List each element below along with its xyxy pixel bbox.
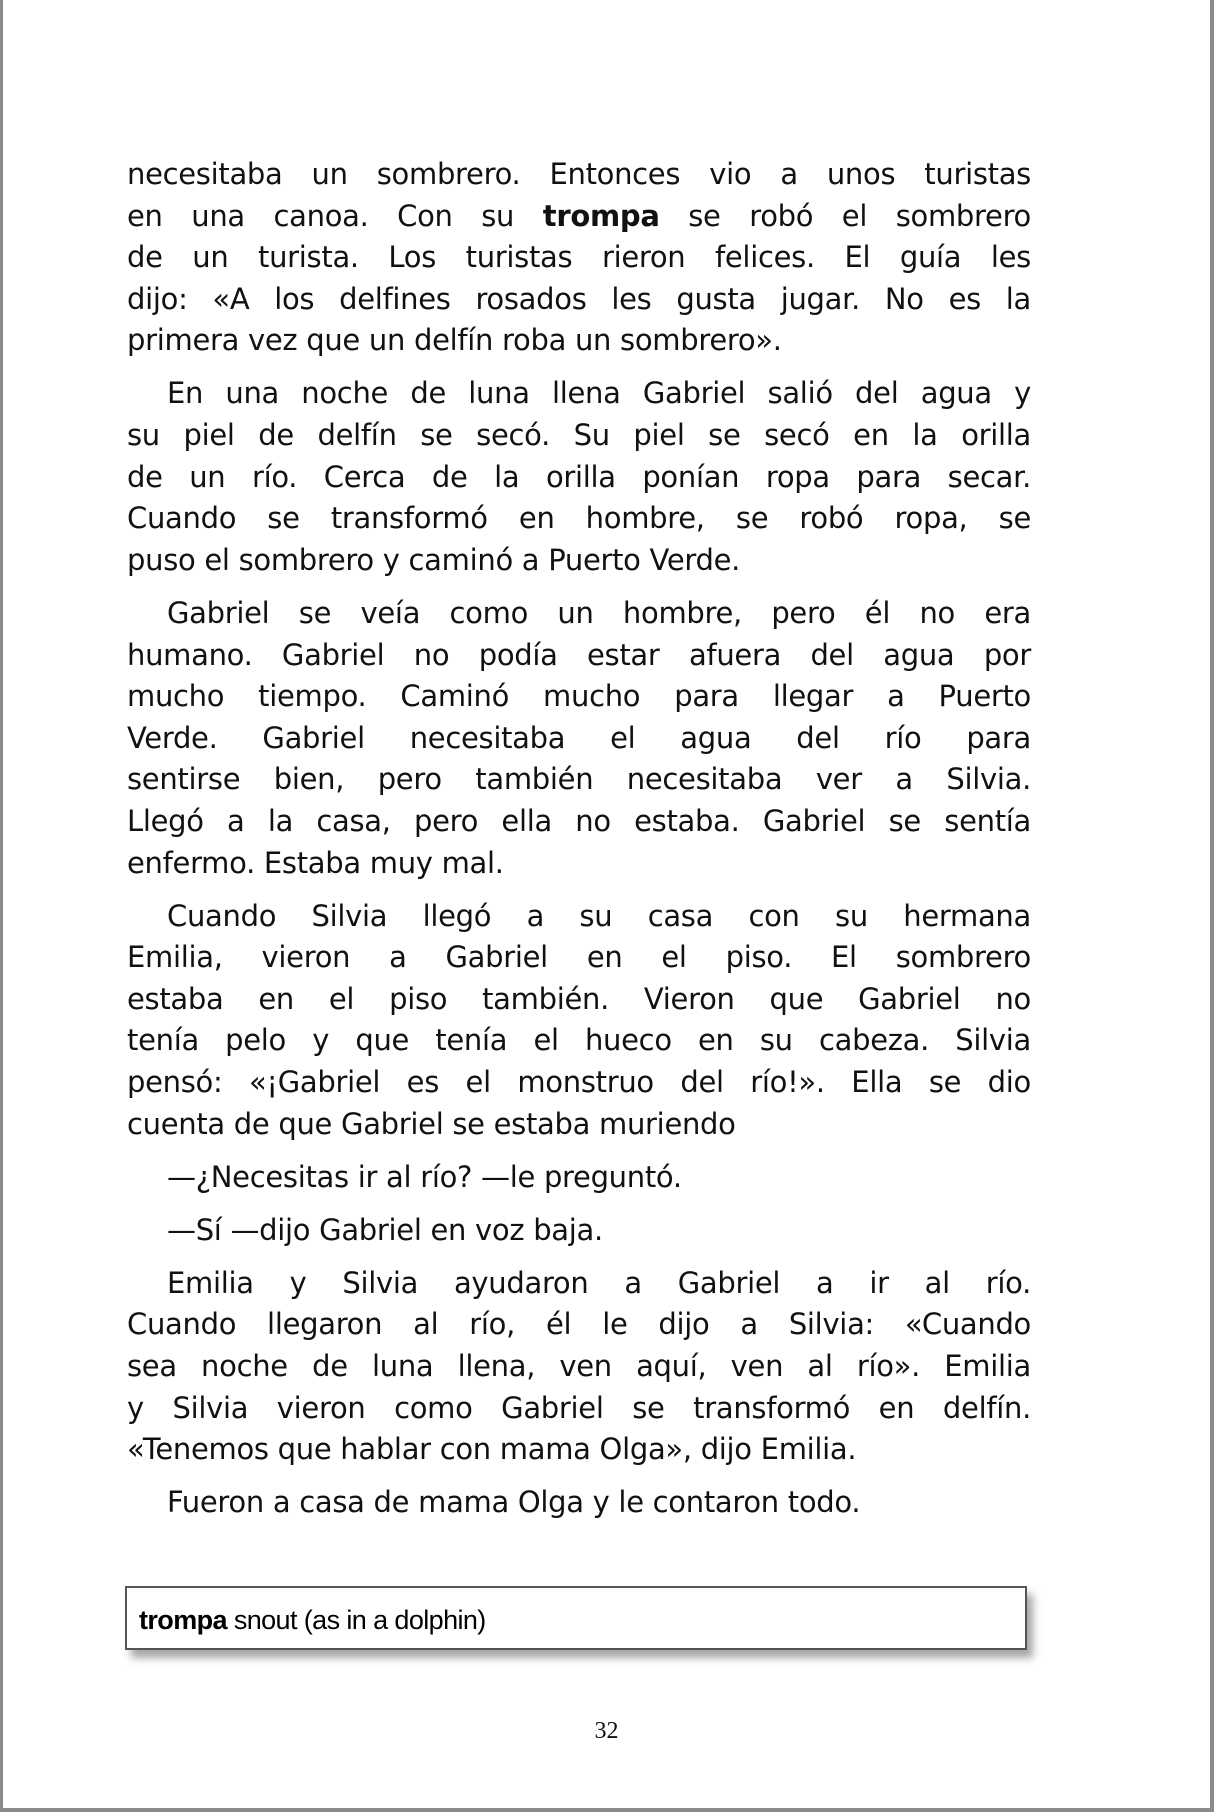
text-line: mucho tiempo. Caminó mucho para llegar a Puerto xyxy=(127,679,1031,714)
text-line: puso el sombrero y caminó a Puerto Verde. xyxy=(127,542,741,577)
paragraph xyxy=(127,1482,1031,1524)
text-line: pensó: «¡Gabriel es el monstruo del río!». Ella se dio xyxy=(127,1064,1031,1099)
text-line: cuenta de que Gabriel se estaba muriendo xyxy=(127,1106,736,1141)
text-line: Emilia, vieron a Gabriel en el piso. El sombrero xyxy=(127,940,1031,975)
text-line: dijo: «A los delfines rosados les gusta jugar. No es la xyxy=(127,281,1031,316)
text-segment: se robó el sombrero xyxy=(659,198,1031,233)
paragraph xyxy=(127,1157,1031,1199)
text-line: de un río. Cerca de la orilla ponían ropa para secar. xyxy=(127,459,1031,494)
paragraph xyxy=(127,1210,1031,1252)
text-line: sentirse bien, pero también necesitaba ver a Silvia. xyxy=(127,762,1031,797)
text-line: sea noche de luna llena, ven aquí, ven al río». Emilia xyxy=(127,1349,1031,1384)
text-line: Cuando Silvia llegó a su casa con su hermana xyxy=(167,898,1031,933)
paragraph xyxy=(127,896,1031,1146)
bold-term: trompa xyxy=(542,198,660,233)
text-line: tenía pelo y que tenía el hueco en su cabeza. Silvia xyxy=(127,1023,1031,1058)
text-line: enfermo. Estaba muy mal. xyxy=(127,845,504,880)
text-line: y Silvia vieron como Gabriel se transformó en delfín. xyxy=(127,1390,1031,1425)
text-line: En una noche de luna llena Gabriel salió del agua y xyxy=(167,376,1031,411)
text-line: Verde. Gabriel necesitaba el agua del río para xyxy=(127,720,1031,755)
text-line: «Tenemos que hablar con mama Olga», dijo Emilia. xyxy=(127,1432,857,1467)
text-line: Llegó a la casa, pero ella no estaba. Gabriel se sentía xyxy=(127,803,1031,838)
glossary-term: trompa xyxy=(139,1605,227,1635)
text-line: Gabriel se veía como un hombre, pero él no era xyxy=(167,595,1031,630)
body-text xyxy=(127,154,1031,1535)
page-number: 32 xyxy=(594,1718,619,1744)
text-line: primera vez que un delfín roba un sombrero». xyxy=(127,323,782,358)
text-line: Cuando llegaron al río, él le dijo a Silvia: «Cuando xyxy=(127,1307,1031,1342)
paragraph xyxy=(127,373,1031,581)
text-line: necesitaba un sombrero. Entonces vio a unos turistas xyxy=(127,157,1031,191)
glossary-box xyxy=(125,1586,1027,1650)
text-line: Cuando se transformó en hombre, se robó ropa, se xyxy=(127,501,1031,536)
text-line xyxy=(127,196,1031,238)
paragraph xyxy=(127,154,1031,362)
text-line: Emilia y Silvia ayudaron a Gabriel a ir al río. xyxy=(167,1265,1031,1300)
text-line: —Sí —dijo Gabriel en voz baja. xyxy=(167,1212,603,1247)
text-line: —¿Necesitas ir al río? —le preguntó. xyxy=(167,1159,682,1194)
text-line: su piel de delfín se secó. Su piel se secó en la orilla xyxy=(127,418,1031,453)
text-segment: en una canoa. Con su xyxy=(127,198,543,233)
paragraph xyxy=(127,593,1031,884)
book-page xyxy=(3,0,1210,1808)
paragraph xyxy=(127,1263,1031,1471)
text-line: humano. Gabriel no podía estar afuera del agua por xyxy=(127,637,1031,672)
text-line: Fueron a casa de mama Olga y le contaron todo. xyxy=(167,1485,861,1520)
text-line: de un turista. Los turistas rieron felices. El guía les xyxy=(127,240,1031,275)
glossary-definition: snout (as in a dolphin) xyxy=(233,1605,486,1635)
text-line: estaba en el piso también. Vieron que Gabriel no xyxy=(127,981,1031,1016)
